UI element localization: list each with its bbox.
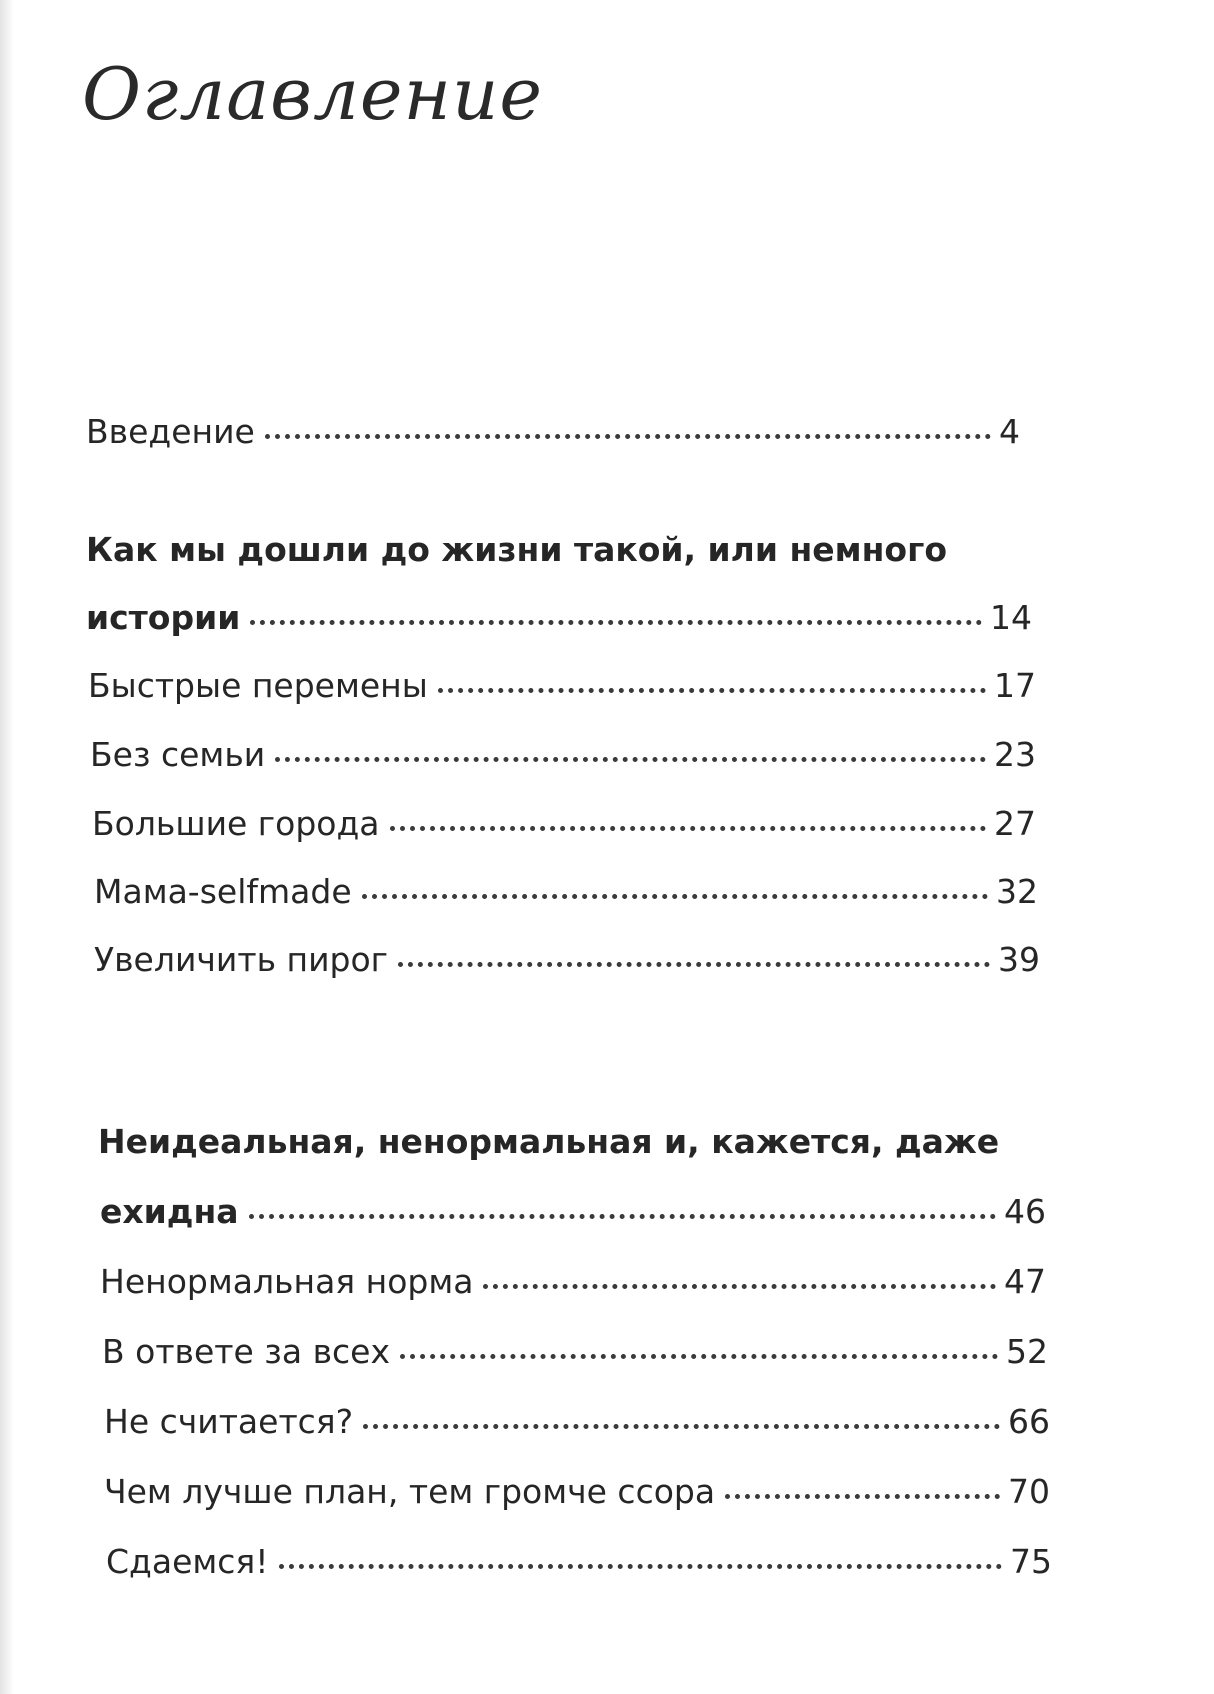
toc-entry-page: 39 [998, 940, 1040, 979]
toc-entry-page: 27 [994, 804, 1036, 843]
dot-leader [362, 894, 988, 899]
toc-entry [92, 802, 1036, 846]
toc-entry-title: Чем лучше план, тем громче ссора [104, 1472, 716, 1511]
toc-entry [90, 733, 1036, 777]
toc-entry-title: ехидна [100, 1192, 239, 1231]
toc-entry [88, 664, 1036, 708]
toc-entry-page: 4 [999, 412, 1020, 451]
toc-chapter-title-line: Как мы дошли до жизни такой, или немного [86, 530, 947, 569]
toc-entry-title: Не считается? [104, 1402, 354, 1441]
dot-leader [390, 826, 986, 831]
toc-entry-page: 14 [990, 598, 1032, 637]
toc-entry [106, 1540, 1052, 1584]
toc-entry [100, 1260, 1046, 1304]
dot-leader [249, 1214, 996, 1219]
toc-entry-page: 23 [994, 735, 1036, 774]
toc-entry-page: 47 [1004, 1262, 1046, 1301]
toc-entry-title: Мама-selfmade [94, 872, 352, 911]
toc-entry [94, 938, 1040, 982]
toc-entry-title: Ненормальная норма [100, 1262, 474, 1301]
dot-leader [265, 434, 991, 439]
toc-entry [104, 1400, 1050, 1444]
toc-entry-page: 52 [1006, 1332, 1048, 1371]
toc-entry-title: Введение [86, 412, 255, 451]
toc-entry-title: истории [86, 598, 241, 637]
dot-leader [250, 620, 982, 625]
toc-entry-page: 70 [1008, 1472, 1050, 1511]
toc-entry-page: 32 [996, 872, 1038, 911]
dot-leader [483, 1284, 996, 1289]
toc-entry [102, 1330, 1048, 1374]
toc-entry-title: Без семьи [90, 735, 266, 774]
toc-entry-page: 66 [1008, 1402, 1050, 1441]
toc-entry-introduction [86, 410, 1020, 454]
toc-entry-title: Большие города [92, 804, 380, 843]
toc-entry-page: 75 [1010, 1542, 1052, 1581]
dot-leader [438, 688, 986, 693]
toc-chapter-1 [86, 596, 1032, 640]
toc-entry-title: Сдаемся! [106, 1542, 269, 1581]
dot-leader [398, 962, 990, 967]
dot-leader [400, 1354, 998, 1359]
toc-chapter-title-line: Неидеальная, ненормальная и, кажется, даже [98, 1122, 1000, 1161]
page-title: Оглавление [82, 52, 543, 136]
dot-leader [363, 1424, 1000, 1429]
dot-leader [279, 1564, 1002, 1569]
dot-leader [275, 757, 986, 762]
toc-entry-title: Увеличить пирог [94, 940, 389, 979]
toc-chapter-2 [100, 1190, 1046, 1234]
toc-entry-page: 46 [1004, 1192, 1046, 1231]
toc-entry-page: 17 [994, 666, 1036, 705]
toc-entry [104, 1470, 1050, 1514]
toc-entry-title: В ответе за всех [102, 1332, 390, 1371]
dot-leader [725, 1494, 1000, 1499]
toc-entry-title: Быстрые перемены [88, 666, 428, 705]
toc-entry [94, 870, 1038, 914]
